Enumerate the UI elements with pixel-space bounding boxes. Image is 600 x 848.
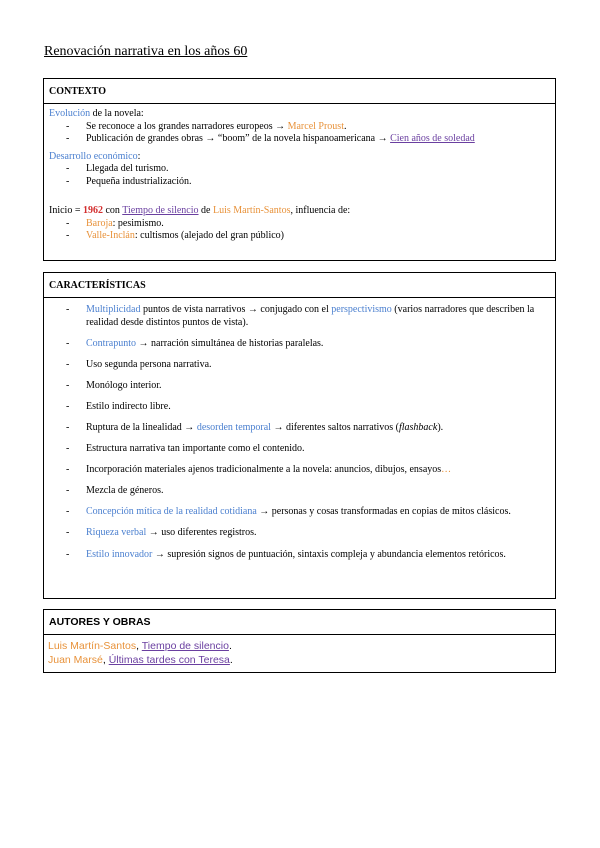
list-item (49, 422, 550, 435)
list-item (49, 527, 550, 540)
item-end: . (343, 120, 347, 132)
desarrollo-line (49, 151, 550, 164)
list-item (49, 121, 550, 134)
autor-row (48, 639, 551, 653)
autor-row (48, 653, 551, 667)
highlight-proust: Marcel Proust (287, 120, 344, 132)
contexto-section (43, 78, 556, 261)
list-item (49, 549, 550, 562)
item-text: → narración simultánea de historias paralelas. (136, 337, 324, 349)
autor-name: Juan Marsé (48, 654, 103, 666)
item-mid: “boom” de la novela hispanoamericana (217, 133, 376, 144)
list-item: - Uso segunda persona narrativa. (49, 359, 550, 372)
autor-end: . (228, 640, 232, 652)
item-text: Se reconoce a los grandes narradores europeos (86, 120, 273, 132)
item-text: puntos de vista narrativos → conjugado con el (140, 304, 332, 315)
evolucion-label: Evolución (49, 108, 91, 119)
inicio-con: con (102, 205, 123, 216)
contexto-heading: CONTEXTO (44, 79, 555, 104)
autor-name: Luis Martín-Santos (48, 640, 137, 652)
inicio-de: de (198, 205, 213, 216)
highlight: Estilo innovador (86, 548, 153, 560)
list-item (49, 304, 550, 329)
inicio-autor: Luis Martín-Santos (212, 205, 291, 216)
item-text: → supresión signos de puntuación, sintaxis compleja y abundancia elementos retóricos. (152, 548, 506, 560)
influencia-desc: : pesimismo. (112, 217, 164, 229)
desarrollo-label: Desarrollo económico (49, 150, 138, 162)
caracteristicas-list (49, 304, 550, 561)
highlight: Multiplicidad (86, 304, 141, 315)
inicio-line (49, 205, 550, 218)
list-item: - Pequeña industrialización. (49, 176, 550, 189)
item-text: → uso diferentes registros. (146, 527, 257, 539)
item-text: ). (437, 421, 444, 433)
list-item (49, 133, 550, 146)
caracteristicas-heading: CARACTERÍSTICAS (44, 273, 555, 298)
highlight: desorden temporal (196, 421, 271, 433)
evolucion-rest: de la novela: (90, 108, 144, 119)
item-text: (varios narradores que describen la realidad desde distintos puntos de vista). (86, 304, 535, 328)
item-text: → personas y cosas transformadas en copias de mitos clásicos. (256, 506, 511, 518)
influencia-name: Baroja (86, 217, 113, 229)
inicio-year: 1962 (82, 205, 103, 216)
influencia-desc: : cultismos (alejado del gran público) (134, 230, 285, 241)
list-item: - Llegada del turismo. (49, 163, 550, 176)
inicio-prefix: Inicio = (49, 205, 83, 216)
autores-body (44, 635, 555, 671)
list-item (49, 230, 550, 243)
list-item: - Estilo indirecto libre. (49, 401, 550, 414)
list-item (49, 338, 550, 351)
item-text: Publicación de grandes obras (86, 133, 203, 144)
list-item: - Estructura narrativa tan importante como el contenido. (49, 443, 550, 456)
page-title: Renovación narrativa en los años 60 (44, 44, 248, 59)
link-obra[interactable]: Tiempo de silencio (141, 640, 229, 652)
caracteristicas-section (43, 272, 556, 599)
highlight: perspectivismo (331, 304, 392, 315)
highlight: Concepción mítica de la realidad cotidiana (86, 506, 257, 518)
autor-sep: , (136, 640, 142, 652)
evolucion-line (49, 108, 550, 121)
autor-sep: , (102, 654, 109, 666)
influencia-name: Valle-Inclán (86, 230, 135, 241)
link-cien-anos[interactable]: Cien años de soledad (390, 133, 475, 144)
item-ellipsis: … (441, 464, 452, 476)
caracteristicas-body (44, 298, 555, 574)
arrow-icon: → (377, 133, 388, 144)
link-tiempo-silencio[interactable]: Tiempo de silencio (122, 205, 199, 216)
desarrollo-rest: : (137, 150, 141, 162)
list-item (49, 464, 550, 477)
arrow-icon: → (275, 120, 286, 132)
influencias-list (49, 218, 550, 243)
autores-section (43, 609, 556, 673)
list-item: - Mezcla de géneros. (49, 485, 550, 498)
list-item (49, 218, 550, 231)
desarrollo-list (49, 163, 550, 188)
autor-end: . (229, 654, 233, 666)
link-obra[interactable]: Últimas tardes con Teresa (108, 654, 230, 666)
autores-heading: AUTORES Y OBRAS (44, 610, 555, 635)
arrow-icon: → (205, 133, 216, 144)
item-text: Incorporación materiales ajenos tradicionalmente a la novela: anuncios, dibujos, ensayos (86, 464, 442, 476)
item-text: Ruptura de la linealidad → (86, 421, 197, 433)
inicio-suffix: , influencia de: (290, 205, 351, 216)
item-text: → diferentes saltos narrativos ( (270, 421, 399, 433)
contexto-body (44, 104, 555, 247)
highlight: Contrapunto (86, 337, 136, 349)
list-item (49, 506, 550, 519)
evolucion-list (49, 121, 550, 146)
item-emphasis: flashback (398, 421, 438, 433)
highlight: Riqueza verbal (86, 527, 147, 539)
list-item: - Monólogo interior. (49, 380, 550, 393)
